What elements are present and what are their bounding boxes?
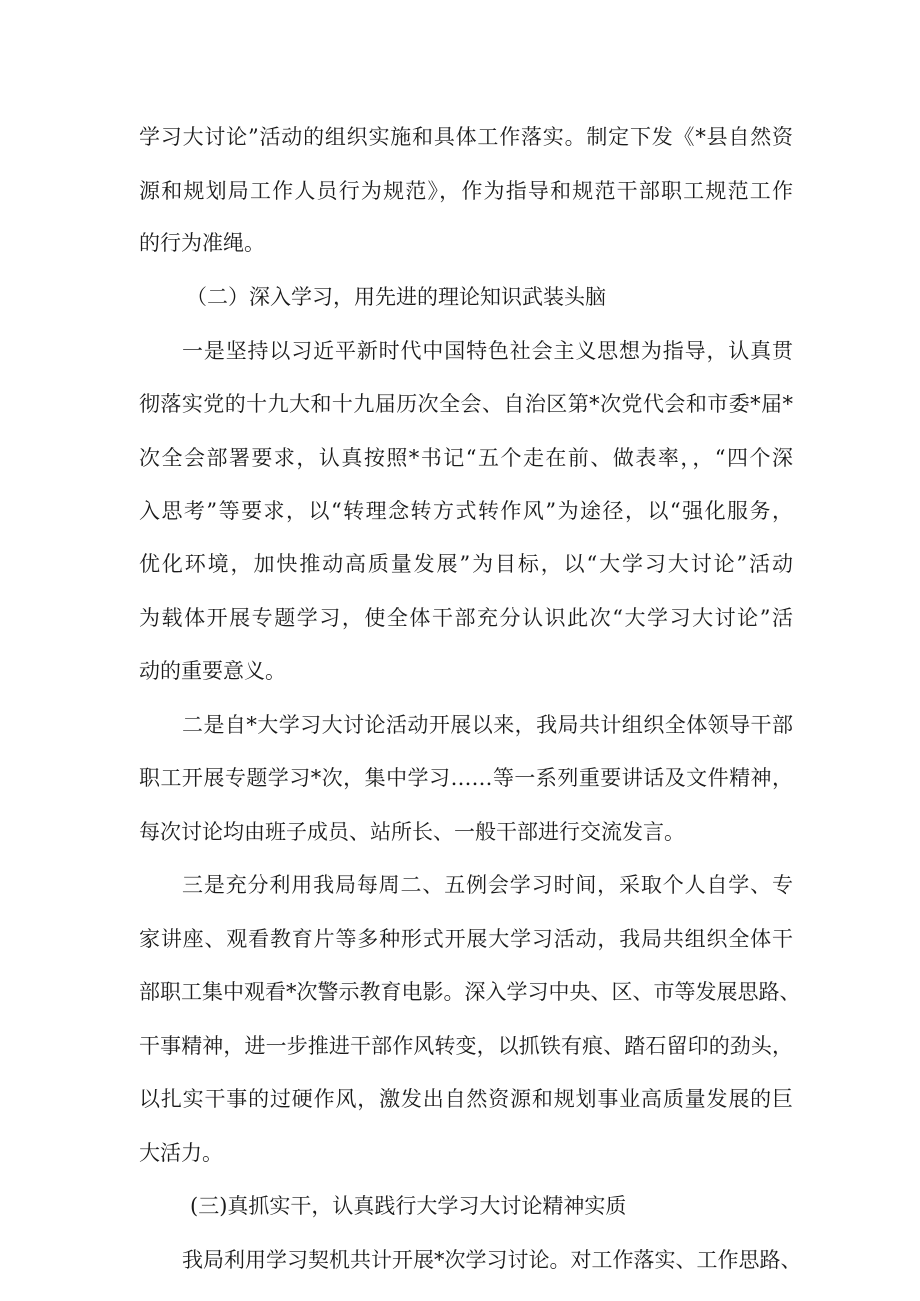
- paragraph-line: 干事精神，进一步推进干部作风转变，以抓铁有痕、踏石留印的劲头，: [139, 1034, 793, 1058]
- paragraph-line: 三是充分利用我局每周二、五例会学习时间，采取个人自学、专: [182, 873, 793, 897]
- paragraph-line: 以扎实干事的过硬作风，激发出自然资源和规划事业高质量发展的巨: [139, 1087, 793, 1111]
- paragraph-line: 大活力。: [139, 1141, 223, 1165]
- paragraph-line: 动的重要意义。: [139, 659, 286, 683]
- paragraph-line: 职工开展专题学习*次，集中学习……等一系列重要讲话及文件精神，: [139, 766, 793, 790]
- paragraph-line: 源和规划局工作人员行为规范》，作为指导和规范干部职工规范工作: [139, 179, 793, 203]
- section-heading: （二）深入学习，用先进的理论知识武装头脑: [186, 285, 606, 309]
- paragraph-line: 家讲座、观看教育片等多种形式开展大学习活动，我局共组织全体干: [139, 927, 793, 951]
- paragraph-line: 次全会部署要求，认真按照*书记“五个走在前、做表率，，“四个深: [139, 446, 793, 470]
- paragraph-line: 部职工集中观看*次警示教育电影。深入学习中央、区、市等发展思路、: [139, 980, 801, 1004]
- paragraph-line: 优化环境，加快推动高质量发展”为目标，以“大学习大讨论”活动: [139, 552, 793, 576]
- section-heading: (三)真抓实干，认真践行大学习大讨论精神实质: [190, 1194, 627, 1218]
- paragraph-line: 每次讨论均由班子成员、站所长、一般干部进行交流发言。: [139, 820, 685, 844]
- paragraph-line: 学习大讨论”活动的组织实施和具体工作落实。制定下发《*县自然资: [139, 125, 793, 149]
- paragraph-line: 为载体开展专题学习，使全体干部充分认识此次“大学习大讨论”活: [139, 606, 793, 630]
- paragraph-line: 二是自*大学习大讨论活动开展以来，我局共计组织全体领导干部: [182, 713, 793, 737]
- paragraph-line: 彻落实党的十九大和十九届历次全会、自治区第*次党代会和市委*届*: [139, 392, 793, 416]
- paragraph-line: 一是坚持以习近平新时代中国特色社会主义思想为指导，认真贯: [182, 339, 793, 363]
- paragraph-line: 我局利用学习契机共计开展*次学习讨论。对工作落实、工作思路、: [182, 1248, 802, 1272]
- paragraph-line: 的行为准绳。: [139, 231, 265, 255]
- paragraph-line: 入思考”等要求，以“转理念转方式转作风”为途径，以“强化服务，: [139, 499, 793, 523]
